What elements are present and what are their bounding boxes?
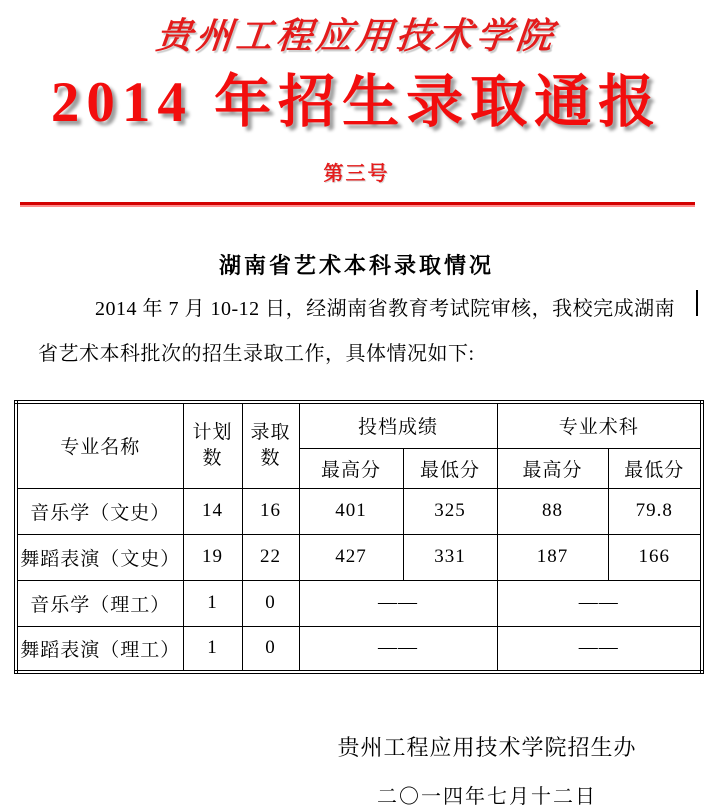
table-header-row-1 <box>16 402 702 448</box>
header-divider-line <box>20 202 695 207</box>
school-name-calligraphy: 贵州工程应用技术学院 <box>154 15 559 57</box>
cell-major: 舞蹈表演（理工） <box>16 626 183 672</box>
cell-admitted: 22 <box>242 534 299 580</box>
col-group-dossier-score: 投档成绩 <box>299 402 497 448</box>
col-header-plan <box>183 402 242 488</box>
cell-art-merged: —— <box>497 580 702 626</box>
col-header-art-min: 最低分 <box>608 448 702 488</box>
table-row-music-science <box>16 580 702 626</box>
cell-art-max: 88 <box>497 488 608 534</box>
cell-dossier-min: 331 <box>403 534 497 580</box>
cell-art-min: 79.8 <box>608 488 702 534</box>
col-header-plan-line2: 数 <box>202 447 223 469</box>
cell-admitted: 16 <box>242 488 299 534</box>
cell-dossier-max: 401 <box>299 488 403 534</box>
table-row-dance-science <box>16 626 702 672</box>
cell-major: 音乐学（文史） <box>16 488 183 534</box>
cell-dossier-max: 427 <box>299 534 403 580</box>
col-header-art-max: 最高分 <box>497 448 608 488</box>
footer-date: 二〇一四年七月十二日 <box>377 786 597 808</box>
col-group-art-score: 专业术科 <box>497 402 702 448</box>
cell-dossier-min: 325 <box>403 488 497 534</box>
col-header-dossier-min: 最低分 <box>403 448 497 488</box>
text-cursor <box>696 290 698 316</box>
col-header-admitted-line1: 录取 <box>250 421 291 443</box>
table-row-music-liberal <box>16 488 702 534</box>
col-header-admitted-line2: 数 <box>260 447 281 469</box>
footer-signature: 贵州工程应用技术学院招生办 <box>337 735 637 760</box>
cell-dossier-merged: —— <box>299 580 497 626</box>
cell-plan: 1 <box>183 626 242 672</box>
cell-plan: 19 <box>183 534 242 580</box>
col-header-major: 专业名称 <box>16 402 183 488</box>
cell-art-max: 187 <box>497 534 608 580</box>
admission-table <box>14 400 704 674</box>
paragraph-line-1: 2014 年 7 月 10-12 日，经湖南省教育考试院审核，我校完成湖南 <box>95 298 676 320</box>
cell-art-merged: —— <box>497 626 702 672</box>
section-title: 湖南省艺术本科录取情况 <box>218 253 494 278</box>
cell-major: 舞蹈表演（文史） <box>16 534 183 580</box>
col-header-plan-line1: 计划 <box>192 421 233 443</box>
cell-admitted: 0 <box>242 626 299 672</box>
issue-number: 第三号 <box>323 163 390 185</box>
col-header-dossier-max: 最高分 <box>299 448 403 488</box>
cell-major: 音乐学（理工） <box>16 580 183 626</box>
paragraph-line-2: 省艺术本科批次的招生录取工作，具体情况如下: <box>38 343 475 365</box>
document-title: 2014 年招生录取通报 <box>50 71 663 134</box>
cell-dossier-merged: —— <box>299 626 497 672</box>
cell-plan: 14 <box>183 488 242 534</box>
table-row-dance-liberal <box>16 534 702 580</box>
cell-art-min: 166 <box>608 534 702 580</box>
cell-plan: 1 <box>183 580 242 626</box>
col-header-admitted <box>242 402 299 488</box>
cell-admitted: 0 <box>242 580 299 626</box>
